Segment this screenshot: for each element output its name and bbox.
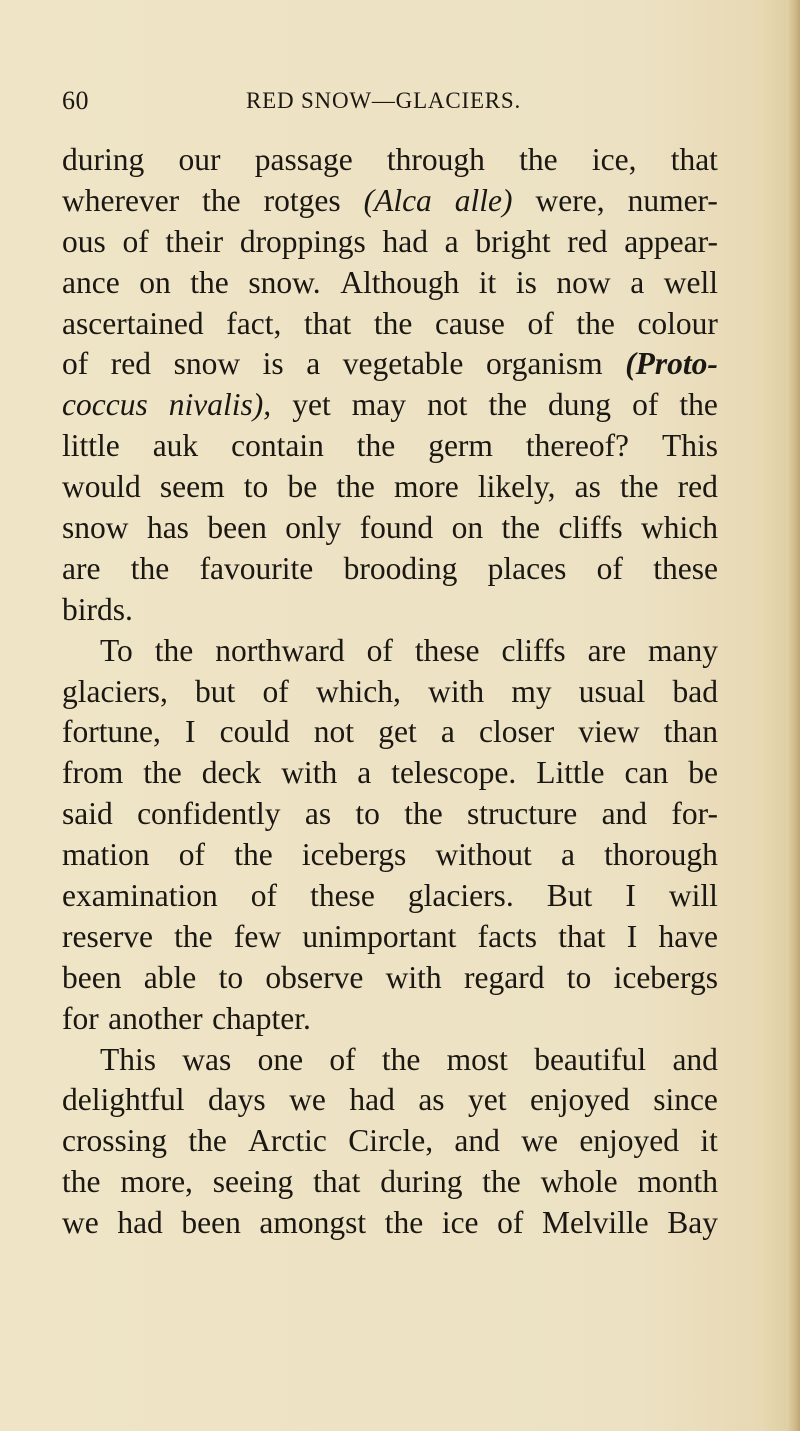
word: likely, <box>477 469 556 505</box>
word: ous <box>62 223 106 259</box>
word: we <box>62 1205 99 1241</box>
page-edge-shadow <box>788 0 800 1431</box>
word: structure <box>467 796 578 832</box>
word: the <box>190 264 229 300</box>
word: days <box>207 1082 266 1118</box>
word: not <box>313 714 355 750</box>
word: germ <box>428 428 493 464</box>
word: the <box>519 142 558 177</box>
word: passage <box>254 142 353 177</box>
text-line <box>62 876 718 917</box>
word: little <box>62 428 120 464</box>
text-line <box>62 508 718 549</box>
word: and <box>601 796 648 832</box>
page-number: 60 <box>62 86 89 115</box>
text-line <box>62 835 718 876</box>
word: of <box>497 1205 524 1241</box>
text-line <box>62 140 718 181</box>
text-line <box>62 385 718 426</box>
word: mation <box>62 837 150 873</box>
word: This <box>661 428 718 464</box>
word: of <box>632 387 659 423</box>
word: a <box>444 223 459 259</box>
word: seeing <box>212 1164 294 1200</box>
text-line <box>62 181 718 222</box>
word: which <box>641 510 718 546</box>
word: the <box>130 550 170 586</box>
text-line <box>62 1121 718 1162</box>
text-line <box>62 590 718 631</box>
word: the <box>679 387 718 423</box>
word: appear- <box>624 223 718 259</box>
word: nivalis), <box>168 387 272 423</box>
word: a <box>357 755 372 791</box>
word: colour <box>637 305 718 341</box>
word: rotges <box>263 182 341 218</box>
body-text <box>62 140 718 1244</box>
word: to <box>566 959 592 995</box>
word: delightful <box>62 1082 185 1118</box>
word: the <box>62 1164 101 1200</box>
text-line <box>62 467 718 508</box>
word: are <box>587 632 627 668</box>
word: chapter. <box>212 1000 311 1036</box>
word: another <box>108 1000 203 1036</box>
word: for <box>62 1000 99 1036</box>
word: but <box>195 673 236 709</box>
word: the <box>488 387 527 423</box>
text-line <box>62 222 718 263</box>
text-line <box>62 426 718 467</box>
word: the <box>188 1123 227 1159</box>
word: red <box>110 346 152 382</box>
word: as <box>418 1082 445 1118</box>
word: Although <box>340 264 460 300</box>
word: glaciers. <box>407 878 514 914</box>
text-line <box>62 344 718 385</box>
word: of <box>62 346 89 382</box>
word: will <box>668 878 718 914</box>
word: been <box>181 1205 241 1241</box>
word: usual <box>578 673 646 709</box>
word: To <box>100 632 133 668</box>
word: Circle, <box>348 1123 434 1159</box>
word: view <box>578 714 640 750</box>
word: of <box>596 550 623 586</box>
word: we <box>289 1082 326 1118</box>
word: it <box>700 1123 718 1159</box>
word: the <box>234 837 273 873</box>
word: unimportant <box>302 918 457 954</box>
text-line <box>62 712 718 753</box>
word: Arctic <box>248 1123 327 1159</box>
word: enjoyed <box>579 1123 680 1159</box>
word: able <box>143 959 197 995</box>
word: yet <box>468 1082 507 1118</box>
word: were, <box>535 182 605 218</box>
word: bad <box>672 673 718 709</box>
word: of <box>250 878 278 914</box>
word: the <box>620 469 659 505</box>
word: our <box>178 142 221 177</box>
word: wherever <box>62 182 180 218</box>
running-head: RED SNOW—GLACIERS. <box>246 88 522 113</box>
word: telescope. <box>391 755 517 791</box>
word: without <box>435 837 532 873</box>
word: crossing <box>62 1123 167 1159</box>
word: seem <box>159 469 225 505</box>
word: few <box>233 918 282 954</box>
word: to <box>243 469 269 505</box>
word: these <box>414 632 480 668</box>
text-line <box>62 1040 718 1081</box>
word: the <box>482 1164 521 1200</box>
word: may <box>351 387 407 423</box>
word: these <box>310 878 375 914</box>
word: more <box>394 469 459 505</box>
text-line <box>62 1203 718 1244</box>
word: a <box>560 837 575 873</box>
text-line <box>62 753 718 794</box>
word: since <box>653 1082 718 1118</box>
word: icebergs <box>613 959 718 995</box>
word: it <box>478 264 497 300</box>
word: the <box>336 469 375 505</box>
word: numer- <box>627 182 718 218</box>
word: snow <box>62 510 129 546</box>
word: had <box>382 223 428 259</box>
word: with <box>281 755 338 791</box>
word: from <box>62 755 124 791</box>
word: (Proto- <box>625 346 718 382</box>
word: organism <box>485 346 603 382</box>
word: more, <box>120 1164 193 1200</box>
text-line <box>62 304 718 345</box>
word: been <box>207 510 267 546</box>
word: through <box>386 142 485 177</box>
word: coccus <box>62 387 148 423</box>
word: the <box>576 305 615 341</box>
text-line <box>62 672 718 713</box>
word: examination <box>62 878 218 914</box>
word: month <box>637 1164 718 1200</box>
word: as <box>304 796 332 832</box>
word: ance <box>62 264 120 300</box>
word: as <box>574 469 601 505</box>
word: during <box>62 142 145 177</box>
word: on <box>451 510 484 546</box>
word: can <box>624 755 669 791</box>
word: cliffs <box>501 632 566 668</box>
word: Bay <box>667 1205 718 1241</box>
word: we <box>521 1123 558 1159</box>
word: snow <box>173 346 241 382</box>
word: be <box>688 755 718 791</box>
word: could <box>219 714 290 750</box>
word: birds. <box>62 591 133 627</box>
word: contain <box>231 428 324 464</box>
word: whole <box>540 1164 618 1200</box>
word: with <box>428 673 485 709</box>
word: of <box>122 223 149 259</box>
word: of <box>178 837 205 873</box>
word: (Alca <box>363 182 432 218</box>
text-line <box>62 999 718 1040</box>
word: with <box>385 959 442 995</box>
word: is <box>262 346 284 382</box>
word: the <box>381 1041 421 1077</box>
word: bright <box>475 223 551 259</box>
text-line <box>62 263 718 304</box>
word: alle) <box>454 182 513 218</box>
word: on <box>139 264 171 300</box>
word: fact, <box>226 305 282 341</box>
word: I <box>626 918 638 954</box>
word: found <box>359 510 434 546</box>
word: their <box>165 223 224 259</box>
word: the <box>202 182 241 218</box>
word: a <box>440 714 455 750</box>
word: icebergs <box>301 837 407 873</box>
word: regard <box>464 959 545 995</box>
word: that <box>558 918 606 954</box>
word: deck <box>201 755 262 791</box>
word: northward <box>215 632 345 668</box>
text-line <box>62 631 718 672</box>
word: I <box>625 878 636 914</box>
word: my <box>511 673 552 709</box>
word: the <box>404 796 443 832</box>
word: facts <box>477 918 538 954</box>
word: these <box>653 550 718 586</box>
word: I <box>185 714 196 750</box>
word: said <box>62 796 113 832</box>
word: only <box>285 510 342 546</box>
word: have <box>658 918 718 954</box>
word: auk <box>152 428 199 464</box>
word: not <box>427 387 468 423</box>
word: which, <box>316 673 401 709</box>
word: thorough <box>604 837 718 873</box>
word: yet <box>292 387 331 423</box>
word: a <box>630 264 645 300</box>
word: get <box>378 714 417 750</box>
word: most <box>446 1041 508 1077</box>
word: cause <box>434 305 505 341</box>
word: to <box>218 959 244 995</box>
word: had <box>117 1205 163 1241</box>
word: for- <box>671 796 718 832</box>
word: places <box>487 550 567 586</box>
word: droppings <box>239 223 366 259</box>
text-line <box>62 794 718 835</box>
word: dung <box>548 387 612 423</box>
word: the <box>356 428 396 464</box>
word: a <box>306 346 321 382</box>
word: Melville <box>541 1205 649 1241</box>
word: confidently <box>137 796 281 832</box>
word: ascertained <box>62 305 204 341</box>
word: vegetable <box>342 346 464 382</box>
word: enjoyed <box>530 1082 630 1118</box>
word: now <box>556 264 611 300</box>
word: ice <box>441 1205 479 1241</box>
word: has <box>146 510 189 546</box>
word: of <box>262 673 289 709</box>
word: one <box>257 1041 304 1077</box>
word: favourite <box>199 550 314 586</box>
word: many <box>648 632 718 668</box>
word: had <box>349 1082 395 1118</box>
word: is <box>515 264 537 300</box>
word: was <box>182 1041 232 1077</box>
text-line <box>62 917 718 958</box>
word: the <box>143 755 182 791</box>
page-header <box>62 86 702 126</box>
word: fortune, <box>62 714 161 750</box>
word: the <box>154 632 194 668</box>
word: reserve <box>62 918 153 954</box>
word: the <box>501 510 541 546</box>
word: brooding <box>343 550 458 586</box>
word: than <box>663 714 718 750</box>
word: Little <box>536 755 605 791</box>
word: closer <box>479 714 555 750</box>
text-line <box>62 1080 718 1121</box>
word: thereof? <box>525 428 630 464</box>
word: that <box>670 142 718 177</box>
word: glaciers, <box>62 673 168 709</box>
word: snow. <box>248 264 321 300</box>
word: the <box>384 1205 424 1241</box>
word: beautiful <box>534 1041 647 1077</box>
word: red <box>567 223 608 259</box>
word: the <box>373 305 413 341</box>
word: that <box>313 1164 361 1200</box>
word: observe <box>265 959 364 995</box>
word: that <box>303 305 352 341</box>
word: to <box>355 796 380 832</box>
word: are <box>62 550 101 586</box>
word: the <box>174 918 213 954</box>
word: of <box>366 632 393 668</box>
word: cliffs <box>558 510 623 546</box>
text-line <box>62 958 718 999</box>
word: But <box>546 878 593 914</box>
word: This <box>100 1041 157 1077</box>
text-line <box>62 549 718 590</box>
word: been <box>62 959 122 995</box>
word: amongst <box>259 1205 367 1241</box>
word: and <box>454 1123 500 1159</box>
word: would <box>62 469 141 505</box>
word: red <box>677 469 718 505</box>
text-line <box>62 1162 718 1203</box>
word: of <box>329 1041 356 1077</box>
word: be <box>287 469 318 505</box>
word: of <box>527 305 554 341</box>
word: well <box>663 264 718 300</box>
word: during <box>380 1164 463 1200</box>
word: ice, <box>591 142 637 177</box>
word: and <box>672 1041 718 1077</box>
